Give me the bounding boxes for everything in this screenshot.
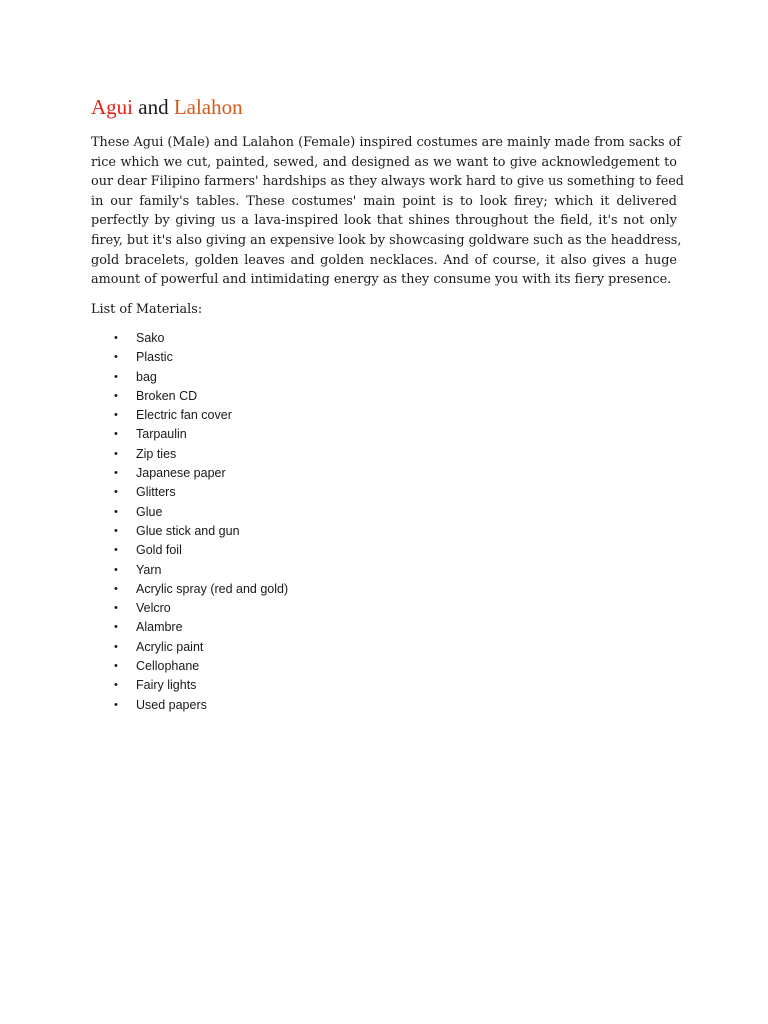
list-item-label: Velcro [136,601,171,616]
list-item-label: bag [136,369,157,384]
materials-heading: List of Materials: [91,302,203,317]
paragraph-line: rice which we cut, painted, sewed, and designed as we want to give acknowledgement to [91,154,677,170]
bullet-icon: • [114,660,118,673]
bullet-icon: • [114,409,118,422]
bullet-icon: • [114,505,118,518]
bullet-icon: • [114,351,118,364]
bullet-icon: • [114,486,118,499]
bullet-icon: • [114,621,118,634]
bullet-icon: • [114,582,118,595]
bullet-icon: • [114,447,118,460]
list-item-label: Acrylic spray (red and gold) [136,581,289,596]
bullet-icon: • [114,332,118,344]
list-item-label: Japanese paper [136,466,226,481]
bullet-icon: • [114,698,118,711]
list-item-label: Broken CD [136,388,198,403]
list-item-label: Gold foil [136,543,182,558]
paragraph-line: amount of powerful and intimidating energy as they consume you with its fiery presence. [91,272,672,288]
bullet-icon: • [114,602,118,615]
paragraph-line: perfectly by giving us a lava-inspired look that shines throughout the field, it's not only [91,213,677,229]
list-item-label: Glue stick and gun [136,523,240,538]
title-and: and [133,95,174,119]
list-item-label: Electric fan cover [136,408,232,423]
list-item-label: Used papers [136,697,207,712]
list-item-label: Zip ties [136,446,177,461]
bullet-icon: • [114,679,118,692]
description-paragraph [91,133,684,290]
list-item-label: Alambre [136,620,183,635]
page-title [91,93,243,121]
title-lalahon: Lalahon [173,95,243,119]
paragraph-line: our dear Filipino farmers' hardships as they always work hard to give us something to feed [91,174,684,190]
list-item-label: Glue [136,504,163,519]
bullet-icon: • [114,640,118,653]
bullet-icon: • [114,563,118,576]
list-item-label: Fairy lights [136,678,197,693]
list-item-label: Yarn [136,562,162,577]
bullet-icon: • [114,389,118,402]
bullet-icon: • [114,467,118,480]
bullet-icon: • [114,544,118,557]
bullet-icon: • [114,524,118,537]
title-agui: Agui [91,95,133,119]
list-item-label: Cellophane [136,659,200,674]
paragraph-line: These Agui (Male) and Lalahon (Female) inspired costumes are mainly made from sacks of [91,135,682,150]
list-item-label: Sako [136,331,165,345]
list-item-label: Glitters [136,485,176,500]
paragraph-line: in our family's tables. These costumes' main point is to look firey; which it delivered [91,193,677,209]
list-item-label: Plastic [136,350,173,365]
paragraph-line: firey, but it's also giving an expensive look by showcasing goldware such as the headdress, [91,232,682,248]
list-item-label: Acrylic paint [136,639,204,654]
bullet-icon: • [114,370,118,383]
bullet-icon: • [114,428,118,441]
paragraph-line: gold bracelets, golden leaves and golden necklaces. And of course, it also gives a huge [91,252,677,268]
list-item-label: Tarpaulin [136,427,187,442]
